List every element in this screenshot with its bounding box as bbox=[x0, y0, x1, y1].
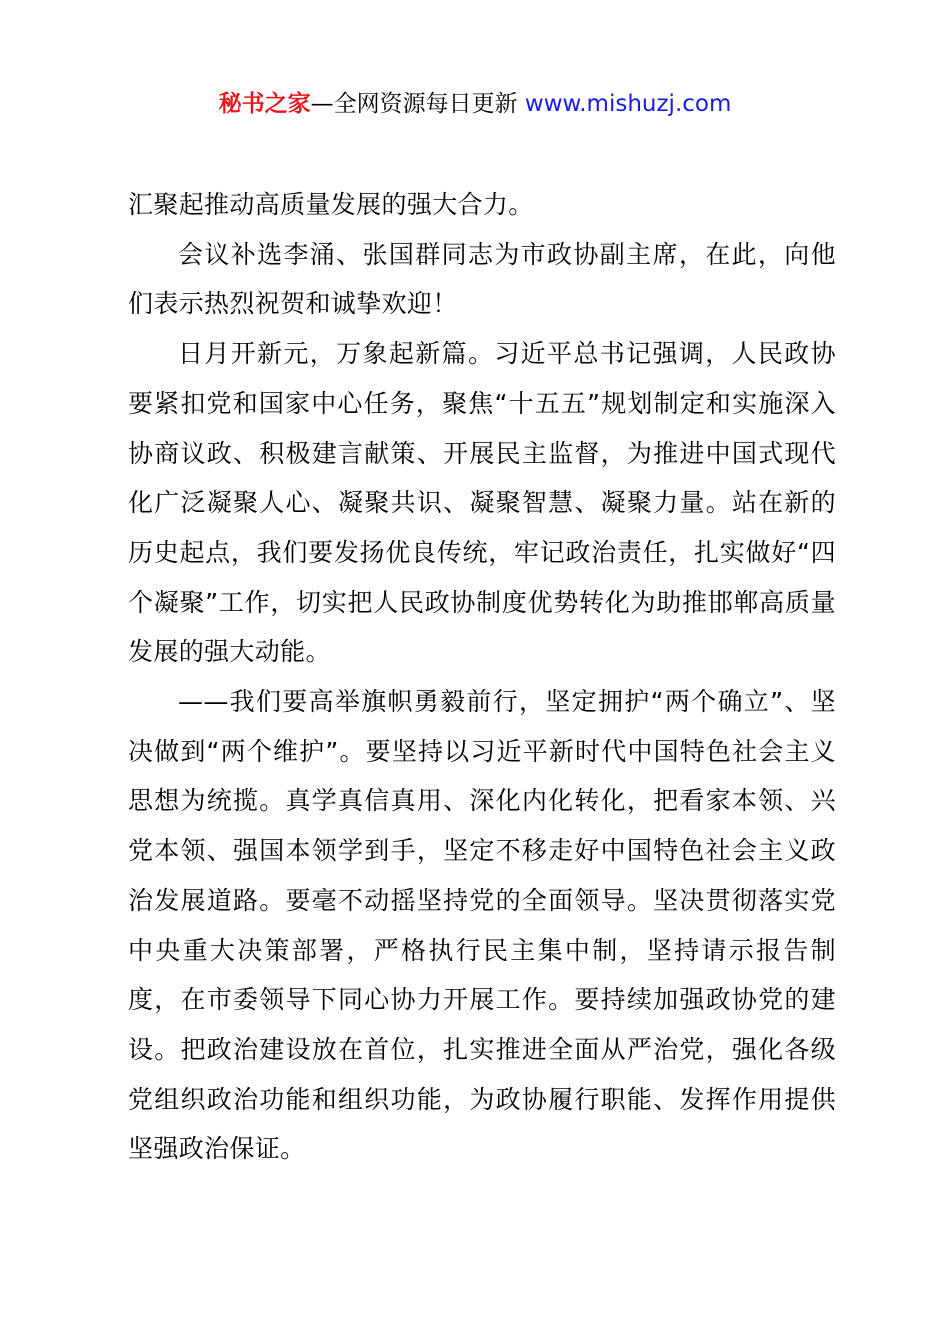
header-tagline: —全网资源每日更新 bbox=[310, 91, 525, 117]
paragraph-continuation: 汇聚起推动高质量发展的强大合力。 bbox=[128, 190, 534, 219]
paragraph-election: 会议补选李涌、张国群同志为市政协副主席，在此，向他们表示热烈祝贺和诚挚欢迎！ bbox=[128, 239, 836, 319]
document-body bbox=[128, 180, 836, 1174]
website-link[interactable]: www.mishuzj.com bbox=[524, 91, 732, 117]
paragraph-new-era: 日月开新元，万象起新篇。习近平总书记强调，人民政协要紧扣党和国家中心任务，聚焦“十五五”规划制定和实施深入协商议政、积极建言献策、开展民主监督，为推进中国式现代化广泛凝聚人心、凝聚共识、凝聚智慧、凝聚力量。站在新的历史起点，我们要发扬优良传统，牢记政治责任，扎实做好“四个凝聚”工作，切实把人民政协制度优势转化为助推邯郸高质量发展的强大动能。 bbox=[128, 339, 836, 667]
paragraph-banner: ——我们要高举旗帜勇毅前行，坚定拥护“两个确立”、坚决做到“两个维护”。要坚持以习近平新时代中国特色社会主义思想为统揽。真学真信真用、深化内化转化，把看家本领、兴党本领、强国本领学到手，坚定不移走好中国特色社会主义政治发展道路。要毫不动摇坚持党的全面领导。坚决贯彻落实党中央重大决策部署，严格执行民主集中制，坚持请示报告制度，在市委领导下同心协力开展工作。要持续加强政协党的建设。把政治建设放在首位，扎实推进全面从严治党，强化各级党组织政治功能和组织功能，为政协履行职能、发挥作用提供坚强政治保证。 bbox=[128, 687, 836, 1164]
page-header bbox=[0, 86, 950, 122]
brand-name: 秘书之家 bbox=[218, 91, 311, 117]
